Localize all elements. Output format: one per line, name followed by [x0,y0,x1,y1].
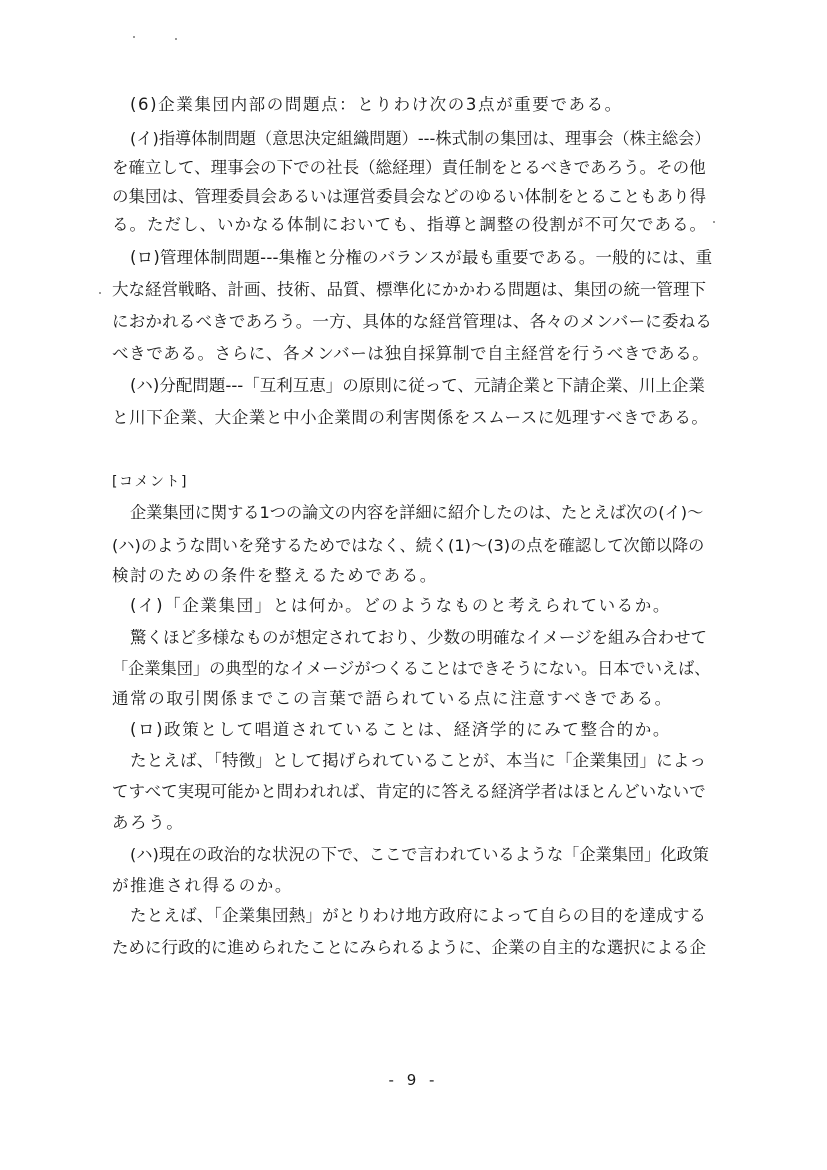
comment-heading: [コメント] [112,474,188,490]
comment-line: (イ)「企業集団」とは何か。どのようなものと考えられているか。 [130,596,671,615]
paragraph-line: におかれるべきであろう。一方、具体的な経営管理は、各々のメンバーに委ねる [112,312,712,331]
comment-line: あろう。 [112,813,185,832]
paragraph-line: (ロ)管理体制問題---集権と分権のバランスが最も重要である。一般的には、重 [130,248,712,267]
comment-line: が推進され得るのか。 [112,876,293,895]
paragraph-line: べきである。さらに、各メンバーは独自採算制で自主経営を行うべきである。 [112,344,710,363]
comment-line: 驚くほど多様なものが想定されており、少数の明確なイメージを組み合わせて [130,628,708,647]
paragraph-line: る。ただし、いかなる体制においても、指導と調整の役割が不可欠である。 [112,215,707,234]
comment-line: (ハ)のような問いを発するためではなく、続く(1)～(3)の点を確認して次節以降の [112,536,705,555]
comment-line: たとえば、「特徴」として掲げられていることが、本当に「企業集団」によっ [130,751,707,770]
comment-line: 検討のための条件を整えるためである。 [112,566,438,585]
comment-line: てすべて実現可能かと問われれば、肯定的に答える経済学者はほとんどいないで [112,782,706,801]
paragraph-line: (イ)指導体制問題（意思決定組織問題）---株式制の集団は、理事会（株主総会） [130,129,711,148]
comment-line: 「企業集団」の典型的なイメージがつくることはできそうにない。日本でいえば、 [112,659,711,678]
comment-line: (ロ)政策として唱道されていることは、経済学的にみて整合的か。 [130,720,671,739]
comment-line: 通常の取引関係までこの言葉で語られている点に注意すべきである。 [112,689,673,708]
comment-line: (ハ)現在の政治的な状況の下で、ここで言われているような「企業集団」化政策 [130,845,709,864]
paragraph-line: (ハ)分配問題---「互利互恵」の原則に従って、元請企業と下請企業、川上企業 [130,376,705,395]
section-heading: (6)企業集団内部の問題点：とりわけ次の3点が重要である。 [130,95,623,114]
paragraph-line: の集団は、管理委員会あるいは運営委員会などのゆるい体制をとることもあり得 [112,187,706,206]
scan-speck [99,292,101,294]
page-number: - 9 - [388,1071,439,1089]
paragraph-line: 大な経営戦略、計画、技術、品質、標準化にかかわる問題は、集団の統一管理下 [112,280,706,299]
comment-line: たとえば、「企業集団熱」がとりわけ地方政府によって自らの目的を達成する [130,906,707,925]
paragraph-line: と川下企業、大企業と中小企業間の利害関係をスムースに処理すべきである。 [112,408,709,427]
paragraph-line: を確立して、理事会の下での社長（総経理）責任制をとるべきであろう。その他 [112,158,706,177]
scan-speck [133,36,135,38]
comment-line: 企業集団に関する1つの論文の内容を詳細に紹介したのは、たとえば次の(イ)～ [130,503,704,522]
comment-line: ために行政的に進められたことにみられるように、企業の自主的な選択による企 [112,938,706,957]
scan-speck [713,221,715,223]
scan-speck [175,38,177,40]
